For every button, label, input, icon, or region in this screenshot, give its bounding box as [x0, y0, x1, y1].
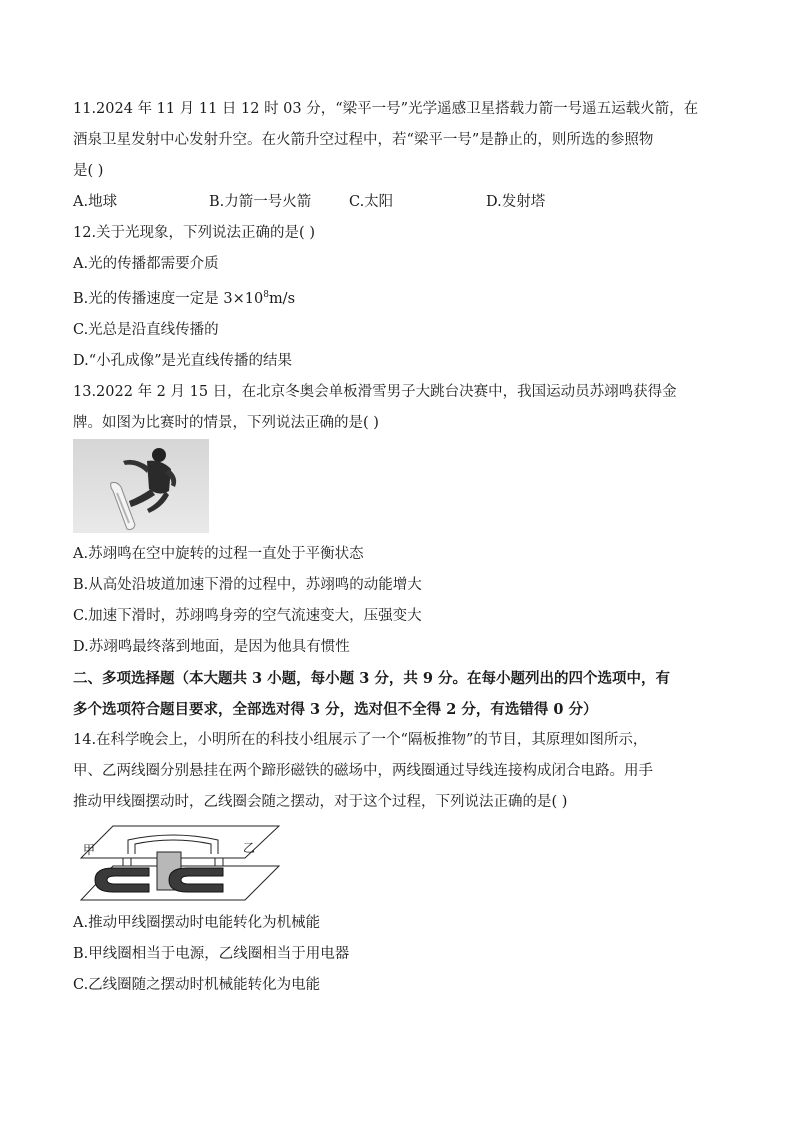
- question-14: [73, 725, 723, 1001]
- snowboarder-photo: [73, 439, 209, 533]
- q12-option-b-text: B.光的传播速度一定是 3×10: [73, 290, 264, 307]
- q11-stem-line-2: 酒泉卫星发射中心发射升空。在火箭升空过程中，若“梁平一号”是静止的，则所选的参照物: [73, 132, 654, 148]
- section-2-line-1: 二、多项选择题（本大题共 3 小题，每小题 3 分，共 9 分。在每小题列出的四个选项中，有: [73, 669, 671, 687]
- q13-option-a[interactable]: A.苏翊鸣在空中旋转的过程一直处于平衡状态: [73, 545, 364, 562]
- question-12: [73, 218, 723, 377]
- q12-option-d[interactable]: D.“小孔成像”是光直线传播的结果: [73, 352, 293, 369]
- coil-label-jia: 甲: [83, 842, 96, 857]
- question-13: [73, 377, 723, 663]
- q14-stem-line-3: 推动甲线圈摆动时，乙线圈会随之摆动，对于这个过程，下列说法正确的是( ): [73, 793, 568, 810]
- q14-stem-line-2: 甲、乙两线圈分别悬挂在两个蹄形磁铁的磁场中，两线圈通过导线连接构成闭合电路。用手: [73, 762, 653, 779]
- question-content: [73, 94, 723, 1001]
- q12-option-b-exponent: 8: [263, 290, 269, 300]
- coil-label-yi: 乙: [243, 840, 256, 855]
- q14-option-c[interactable]: C.乙线圈随之摆动时机械能转化为电能: [73, 976, 321, 993]
- q11-option-a[interactable]: A.地球: [73, 194, 118, 210]
- q12-option-b-unit: m/s: [268, 290, 296, 307]
- coil-magnet-diagram: [73, 820, 283, 904]
- section-heading-multiple-choice: [73, 663, 723, 725]
- q13-stem-line-2: 牌。如图为比赛时的情景，下列说法正确的是( ): [73, 414, 379, 431]
- q14-option-a[interactable]: A.推动甲线圈摆动时电能转化为机械能: [73, 914, 321, 931]
- q11-option-d[interactable]: D.发射塔: [486, 194, 546, 210]
- q13-stem-line-1: 13.2022 年 2 月 15 日，在北京冬奥会单板滑雪男子大跳台决赛中，我国运动员苏翊鸣获得金: [73, 383, 677, 400]
- q14-stem-line-1: 14.在科学晚会上，小明所在的科技小组展示了一个“隔板推物”的节目，其原理如图所示，: [73, 731, 648, 748]
- q13-option-d[interactable]: D.苏翊鸣最终落到地面，是因为他具有惯性: [73, 638, 350, 655]
- q11-option-c[interactable]: C.太阳: [349, 194, 394, 210]
- q11-stem-line-1: 11.2024 年 11 月 11 日 12 时 03 分，“梁平一号”光学遥感卫星搭载力箭一号遥五运载火箭，在: [73, 101, 699, 117]
- q11-options: [73, 187, 723, 218]
- q11-option-b[interactable]: B.力箭一号火箭: [209, 194, 312, 210]
- q12-option-c[interactable]: C.光总是沿直线传播的: [73, 321, 219, 338]
- section-2-line-2: 多个选项符合题目要求，全部选对得 3 分，选对但不全得 2 分，有选错得 0 分）: [73, 700, 598, 718]
- q14-option-b[interactable]: B.甲线圈相当于电源，乙线圈相当于用电器: [73, 945, 350, 962]
- question-11: [73, 94, 723, 218]
- q13-option-b[interactable]: B.从高处沿坡道加速下滑的过程中，苏翊鸣的动能增大: [73, 576, 422, 593]
- q13-option-c[interactable]: C.加速下滑时，苏翊鸣身旁的空气流速变大，压强变大: [73, 607, 422, 624]
- q12-option-a[interactable]: A.光的传播都需要介质: [73, 256, 219, 272]
- q12-option-b[interactable]: [73, 280, 723, 315]
- q12-stem: 12.关于光现象，下列说法正确的是( ): [73, 225, 315, 241]
- q11-stem-line-3: 是( ): [73, 163, 104, 179]
